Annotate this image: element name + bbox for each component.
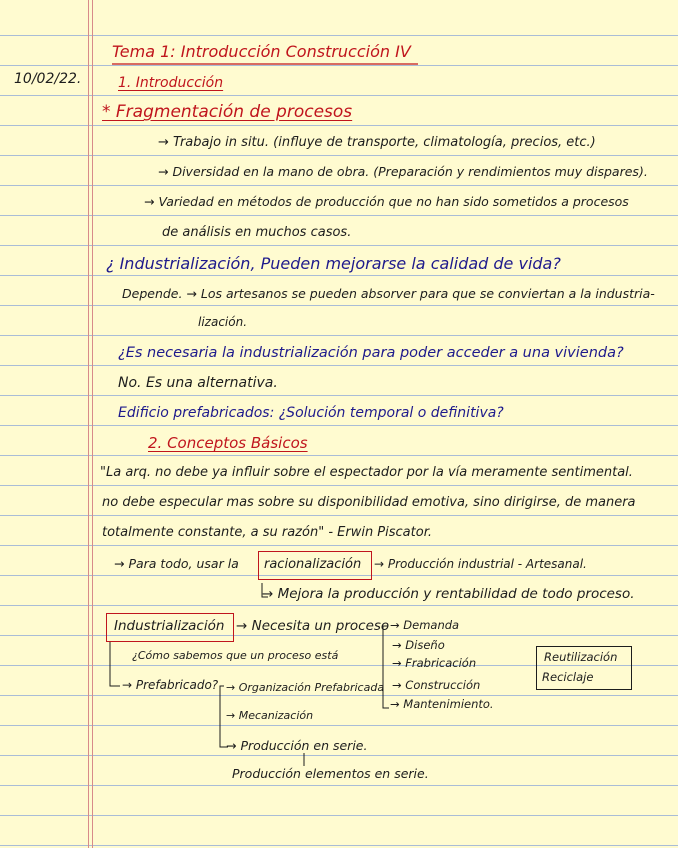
racionalizacion-sub: → Mejora la producción y rentabilidad de todo proceso. [262, 586, 635, 602]
answer-1-line-2: lización. [198, 315, 248, 329]
quote-line-2: no debe especular mas sobre su disponibilidad emotiva, sino dirigirse, de manera [102, 495, 636, 510]
final-line: Producción elementos en serie. [232, 766, 429, 781]
industrializacion-term: Industrialización [114, 618, 225, 634]
process-item-construccion: → Construcción [392, 678, 481, 692]
prefabricado-label: → Prefabricado? [122, 678, 219, 692]
quote-line-1: "La arq. no debe ya influir sobre el espectador por la vía meramente sentimental. [100, 465, 633, 480]
question-3: Edificio prefabricados: ¿Solución temporal o definitiva? [118, 405, 504, 421]
question-2: ¿Es necesaria la industrialización para poder acceder a una vivienda? [118, 345, 624, 361]
racionalizacion-term: racionalización [264, 557, 362, 572]
question-1: ¿ Industrialización, Pueden mejorarse la calidad de vida? [106, 254, 561, 273]
section-1-heading: 1. Introducción [118, 75, 224, 91]
frag-item-3: → Variedad en métodos de producción que no han sido sometidos a procesos [144, 194, 629, 209]
process-item-diseno: → Diseño [392, 638, 445, 652]
como-sabemos: ¿Cómo sabemos que un proceso está [132, 649, 339, 662]
date: 10/02/22. [14, 71, 82, 87]
necesita-proceso: → Necesita un proceso [236, 618, 390, 634]
prefab-item-mecanizacion: → Mecanización [226, 709, 314, 722]
frag-item-3-cont: de análisis en muchos casos. [162, 225, 352, 240]
reutilizacion: Reutilización [544, 650, 618, 664]
process-item-demanda: → Demanda [390, 618, 460, 632]
racionalizacion-prefix: → Para todo, usar la [114, 556, 239, 571]
section-2-heading: 2. Conceptos Básicos [148, 434, 308, 452]
answer-1-line-1: Depende. → Los artesanos se pueden absorver para que se conviertan a la industria- [122, 286, 655, 301]
page-title: Tema 1: Introducción Construcción IV [112, 42, 411, 61]
prefab-item-serie: → Producción en serie. [226, 738, 368, 753]
frag-item-2: → Diversidad en la mano de obra. (Preparación y rendimientos muy dispares). [158, 164, 648, 179]
reciclaje: Reciclaje [542, 670, 594, 684]
answer-2: No. Es una alternativa. [118, 375, 278, 391]
fragmentacion-heading: * Fragmentación de procesos [102, 102, 353, 122]
process-item-fabricacion: → Frabricación [392, 656, 477, 670]
racionalizacion-suffix: → Producción industrial - Artesanal. [374, 557, 587, 571]
process-item-mantenimiento: → Mantenimiento. [390, 697, 494, 711]
prefab-item-organizacion: → Organización Prefabricada [226, 681, 385, 694]
frag-item-1: → Trabajo in situ. (influye de transporte, climatología, precios, etc.) [158, 135, 596, 150]
quote-line-3: totalmente constante, a su razón" - Erwin Piscator. [102, 525, 432, 540]
